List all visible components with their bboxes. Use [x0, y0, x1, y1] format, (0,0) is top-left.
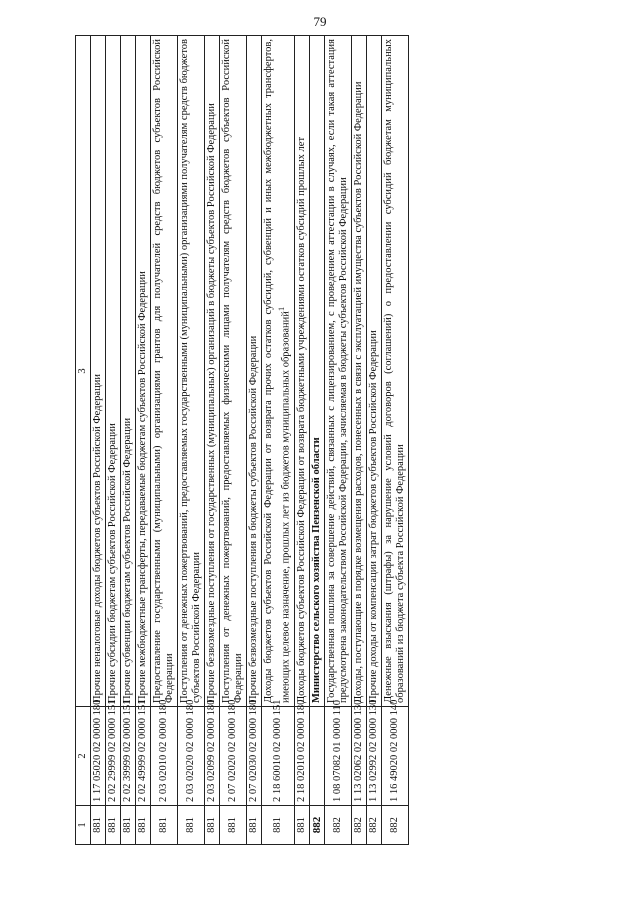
admin-code-cell: 881 — [220, 806, 247, 845]
revenue-name-text: Государственная пошлина за совершение действий, связанных с лицензированием, с проведением аттестации в случаях, если такая аттестация предусмотрена законодательством Российской Федерации, зачисляемая в бюджеты субъектов Российской Федерации — [325, 39, 349, 703]
header-col-1: 1 — [76, 806, 91, 845]
revenue-name-text: Доходы бюджетов субъектов Российской Федерации от возврата прочих остатков субсидий, субвенций и иных межбюджетных трансфертов, имеющих целевое назначение, прошлых лет из бюджетов муниципальных образований — [263, 39, 292, 703]
revenue-code-cell: 2 02 39999 02 0000 151 — [121, 707, 136, 806]
rotated-table-sheet — [75, 35, 565, 845]
revenue-name-cell — [247, 36, 262, 707]
admin-code-cell: 881 — [247, 806, 262, 845]
admin-code-cell: 881 — [178, 806, 205, 845]
table-row — [366, 36, 381, 845]
revenue-name-text: Прочие безвозмездные поступления в бюджеты субъектов Российской Федерации — [248, 335, 259, 703]
revenue-code-cell: 2 03 02020 02 0000 180 — [178, 707, 205, 806]
revenue-name-text: Прочие межбюджетные трансферты, передаваемые бюджетам субъектов Российской Федерации — [137, 271, 148, 703]
table-row — [136, 36, 151, 845]
table-row — [262, 36, 295, 845]
admin-code-cell: 882 — [309, 806, 324, 845]
revenue-name-cell — [151, 36, 178, 707]
table-row — [205, 36, 220, 845]
revenue-name-cell — [121, 36, 136, 707]
revenue-name-text: Прочие безвозмездные поступления от государственных (муниципальных) организаций в бюджеты субъектов Российской Федерации — [206, 103, 217, 703]
revenue-name-text: Денежные взыскания (штрафы) за нарушение условий договоров (соглашений) о предоставлении субсидий бюджетам муниципальных образований из бюджета субъекта Российской Федерации — [382, 39, 406, 703]
table-header-row — [76, 36, 91, 845]
table-row — [178, 36, 205, 845]
revenue-code-cell: 1 08 07082 01 0000 110 — [324, 707, 351, 806]
table-row — [247, 36, 262, 845]
revenue-name-cell — [309, 36, 324, 707]
revenue-name-text: Поступления от денежных пожертвований, предоставляемых физическими лицами получателям средств бюджетов субъектов Российской Федерации — [221, 39, 244, 703]
admin-code-cell: 881 — [294, 806, 309, 845]
revenue-code-cell: 2 02 29999 02 0000 151 — [106, 707, 121, 806]
revenue-name-cell — [220, 36, 247, 707]
revenue-code-cell: 2 07 02020 02 0000 180 — [220, 707, 247, 806]
revenue-name-cell — [106, 36, 121, 707]
revenue-name-text: Прочие неналоговые доходы бюджетов субъектов Российской Федерации — [92, 374, 103, 703]
revenue-name-text: Доходы бюджетов субъектов Российской Федерации от возврата бюджетными учреждениями остатков субсидий прошлых лет — [295, 136, 307, 703]
revenue-name-cell — [136, 36, 151, 707]
revenue-name-text: Прочие субвенции бюджетам субъектов Российской Федерации — [122, 417, 133, 703]
revenue-name-cell — [294, 36, 309, 707]
table-row — [121, 36, 136, 845]
table-row — [324, 36, 351, 845]
revenue-name-text: Доходы, поступающие в порядке возмещения расходов, понесенных в связи с эксплуатацией имущества субъектов Российской Федерации — [352, 81, 364, 703]
admin-code-cell: 882 — [366, 806, 381, 845]
revenue-name-cell — [91, 36, 106, 707]
header-col-2: 2 — [76, 707, 91, 806]
admin-code-cell: 881 — [136, 806, 151, 845]
revenue-code-cell: 2 03 02099 02 0000 180 — [205, 707, 220, 806]
revenue-code-cell — [309, 707, 324, 806]
revenue-name-cell — [351, 36, 366, 707]
table-row — [220, 36, 247, 845]
table-row — [351, 36, 366, 845]
revenue-name-text: Прочие доходы от компенсации затрат бюджетов субъектов Российской Федерации — [367, 330, 379, 703]
table-row — [151, 36, 178, 845]
revenue-codes-table — [75, 35, 409, 845]
revenue-name-text: Министерство сельского хозяйства Пензенской области — [310, 437, 322, 703]
revenue-name-cell — [381, 36, 408, 707]
revenue-code-cell: 1 16 49020 02 0000 140 — [381, 707, 408, 806]
table-row — [294, 36, 309, 845]
table-row — [106, 36, 121, 845]
revenue-code-cell: 2 03 02010 02 0000 180 — [151, 707, 178, 806]
revenue-code-cell: 2 18 02010 02 0000 180 — [294, 707, 309, 806]
admin-code-cell: 882 — [381, 806, 408, 845]
revenue-code-cell: 1 13 02062 02 0000 130 — [351, 707, 366, 806]
revenue-name-text: Прочие субсидии бюджетам субъектов Российской Федерации — [107, 423, 118, 703]
footnote-mark: 1 — [276, 306, 286, 312]
revenue-name-text: Поступления от денежных пожертвований, предоставляемых государственными (муниципальными) организациями получателям средств бюджетов субъектов Российской Федерации — [179, 39, 202, 703]
admin-code-cell: 881 — [151, 806, 178, 845]
revenue-code-cell: 1 13 02992 02 0000 130 — [366, 707, 381, 806]
admin-code-cell: 881 — [106, 806, 121, 845]
revenue-name-cell — [324, 36, 351, 707]
revenue-code-cell: 2 07 02030 02 0000 180 — [247, 707, 262, 806]
revenue-code-cell: 2 18 60010 02 0000 151 — [262, 707, 295, 806]
admin-code-cell: 881 — [121, 806, 136, 845]
revenue-code-cell: 1 17 05020 02 0000 180 — [91, 707, 106, 806]
revenue-name-text: Предоставление государственными (муниципальными) организациями грантов для получателей средств бюджетов субъектов Российской Федерации — [152, 39, 175, 703]
header-col-3: 3 — [76, 36, 91, 707]
admin-code-cell: 881 — [205, 806, 220, 845]
revenue-name-cell — [178, 36, 205, 707]
admin-code-cell: 882 — [324, 806, 351, 845]
revenue-name-cell — [262, 36, 295, 707]
revenue-name-cell — [205, 36, 220, 707]
admin-code-cell: 881 — [262, 806, 295, 845]
revenue-name-cell — [366, 36, 381, 707]
admin-code-cell: 882 — [351, 806, 366, 845]
section-row — [309, 36, 324, 845]
page-number: 79 — [313, 14, 327, 29]
table-row — [91, 36, 106, 845]
revenue-code-cell: 2 02 49999 02 0000 151 — [136, 707, 151, 806]
admin-code-cell: 881 — [91, 806, 106, 845]
table-row — [381, 36, 408, 845]
